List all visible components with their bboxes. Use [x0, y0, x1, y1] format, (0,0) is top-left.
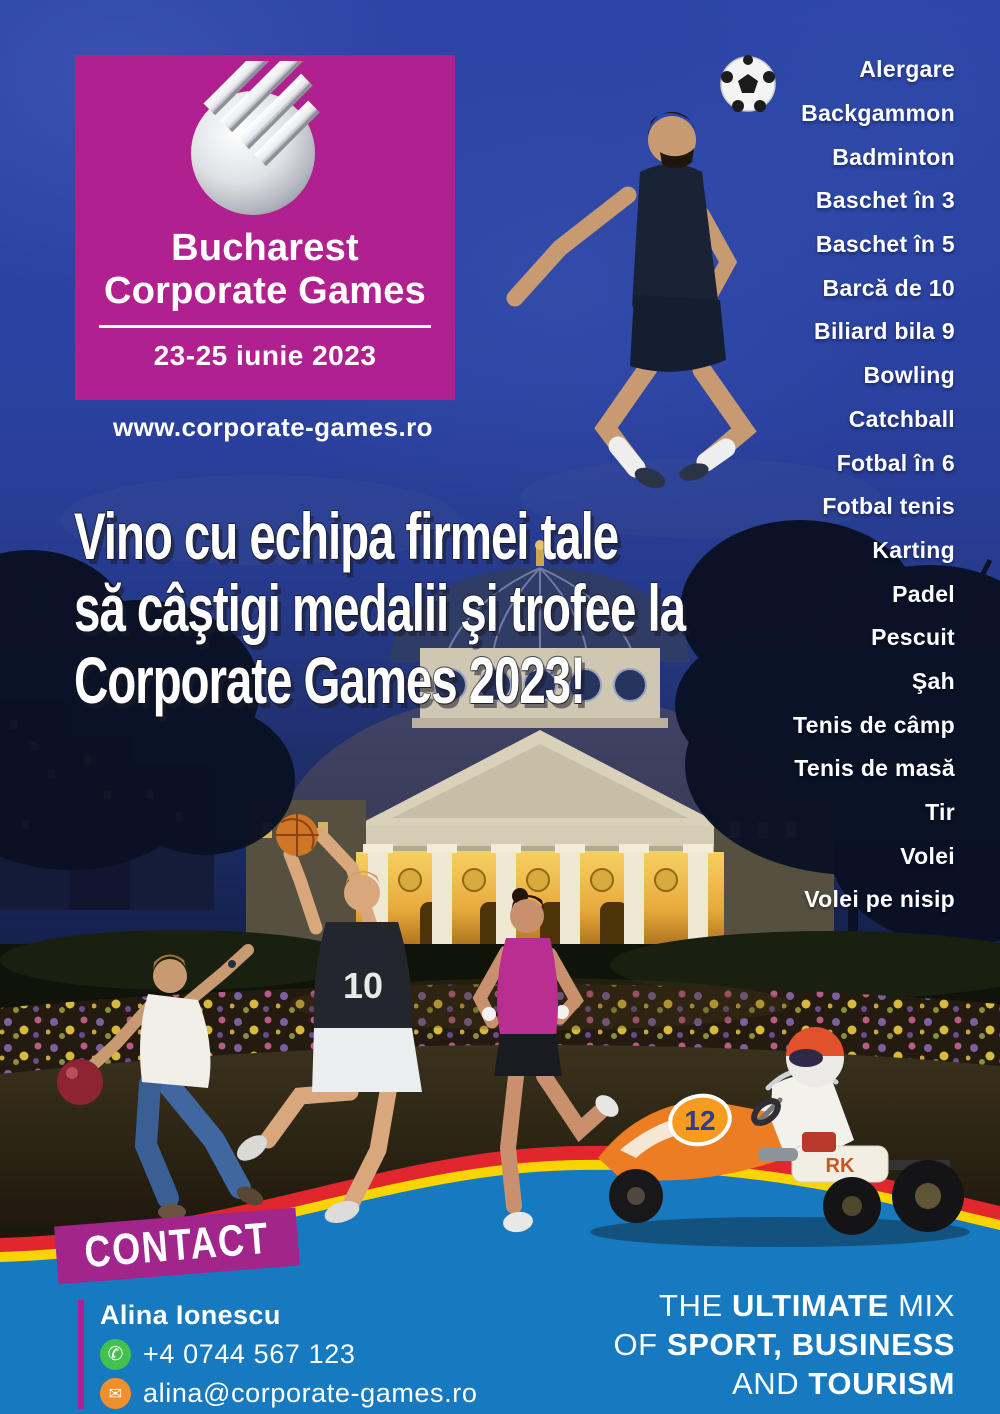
sport-item: Bowling: [863, 362, 955, 389]
sport-item: Baschet în 5: [815, 231, 955, 258]
sport-item: Karting: [872, 536, 955, 563]
contact-email: alina@corporate-games.ro: [143, 1377, 478, 1408]
sport-item: Şah: [911, 667, 955, 694]
contact-phone: +4 0744 567 123: [143, 1338, 356, 1369]
brand-divider: [99, 325, 431, 328]
event-dates: 23-25 iunie 2023: [153, 340, 377, 371]
sport-item: Badminton: [832, 143, 955, 170]
sport-item: Padel: [892, 580, 955, 607]
sport-item: Backgammon: [801, 100, 955, 127]
sport-item: Fotbal tenis: [822, 493, 955, 520]
corporate-games-sphere-icon: [165, 61, 365, 221]
whatsapp-icon: ✆: [100, 1339, 131, 1370]
sports-list: [793, 48, 955, 922]
tagline-line3: [613, 1364, 955, 1403]
tagline-text: TOURISM: [808, 1366, 955, 1401]
sport-item: Volei: [900, 842, 955, 869]
sport-item: Barcă de 10: [822, 274, 955, 301]
tagline-line1: [613, 1286, 955, 1325]
sport-item: Tenis de câmp: [793, 711, 955, 738]
sport-item: Fotbal în 6: [836, 449, 955, 476]
brand-box: [75, 55, 455, 400]
tagline-text: AND: [731, 1366, 809, 1401]
jersey-number: 10: [342, 965, 384, 1006]
sport-item: Pescuit: [871, 624, 955, 651]
contact-phone-row: [100, 1338, 477, 1370]
tagline-text: ULTIMATE: [731, 1288, 889, 1323]
kart-number: 12: [684, 1105, 716, 1136]
tagline: [613, 1286, 955, 1403]
sport-item: Tenis de masă: [794, 755, 955, 782]
website-url: www.corporate-games.ro: [113, 412, 433, 442]
soccer-ball-icon: [721, 55, 775, 112]
sport-item: Alergare: [859, 56, 955, 83]
headline-line3: Corporate Games 2023!: [74, 643, 585, 717]
soccer-player-figure: [515, 112, 744, 492]
tagline-text: THE: [658, 1288, 732, 1323]
sport-item: Volei pe nisip: [804, 886, 955, 913]
sport-item: Baschet în 3: [815, 187, 955, 214]
contact-badge-label: CONTACT: [82, 1213, 272, 1278]
sport-item: Catchball: [848, 405, 955, 432]
brand-name-line2: Corporate Games: [104, 270, 426, 312]
tagline-text: OF: [613, 1327, 667, 1362]
headline-line1: Vino cu echipa firmei tale: [74, 499, 619, 573]
tagline-line2: [613, 1325, 955, 1364]
kart-brand-label: RK: [825, 1155, 855, 1177]
sport-item: Tir: [925, 799, 955, 826]
tagline-text: MIX: [888, 1288, 955, 1323]
email-icon: ✉: [100, 1378, 131, 1409]
contact-email-row: [100, 1377, 477, 1409]
contact-card: [78, 1300, 477, 1409]
sport-item: Biliard bila 9: [814, 318, 955, 345]
brand-name-line1: Bucharest: [171, 227, 359, 269]
tagline-text: SPORT, BUSINESS: [666, 1327, 955, 1362]
headline-line2: să câştigi medalii şi trofee la: [74, 571, 685, 645]
contact-name: Alina Ionescu: [100, 1300, 281, 1330]
